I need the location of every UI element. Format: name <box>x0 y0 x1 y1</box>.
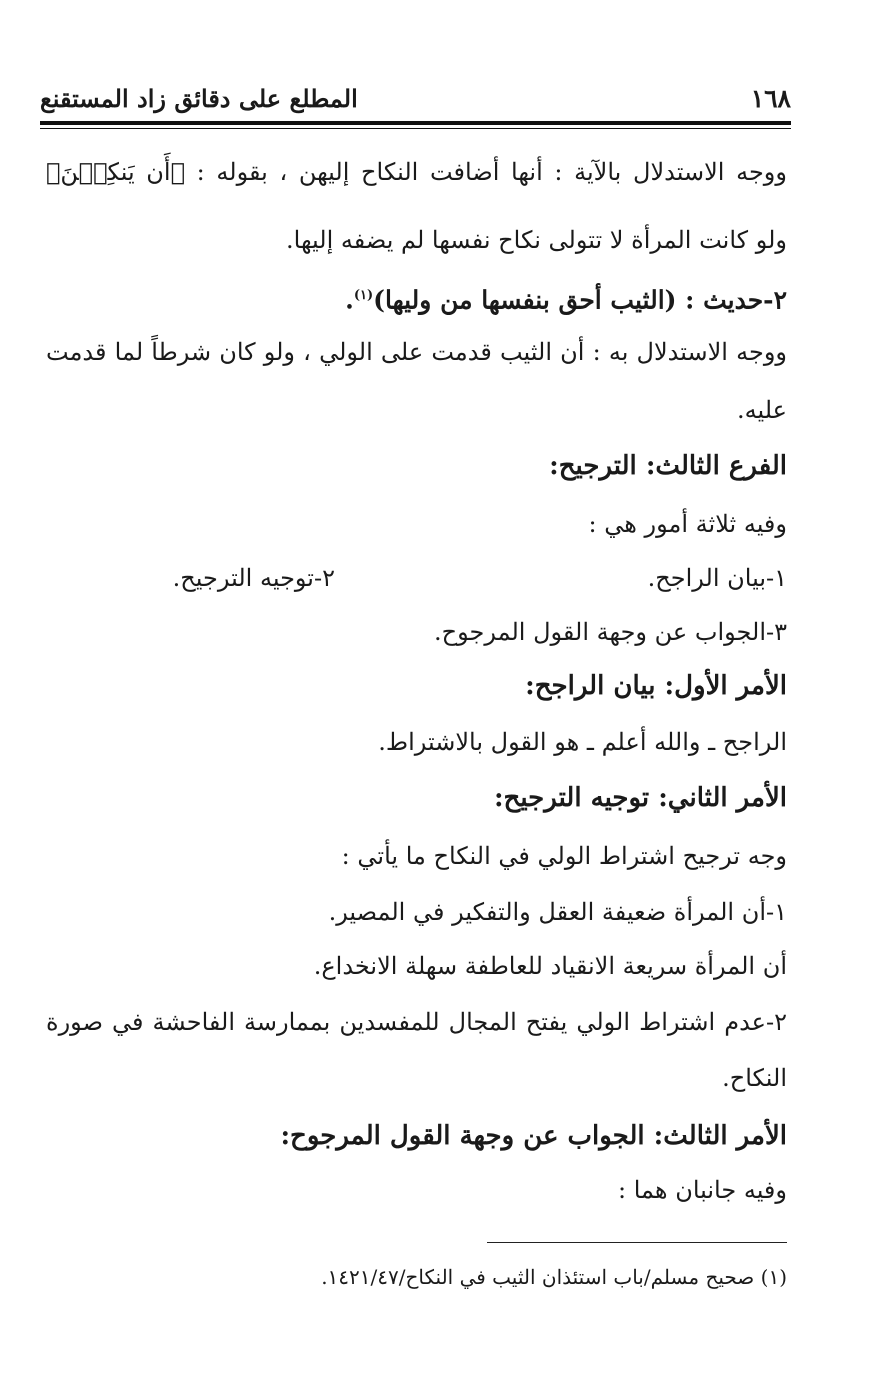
list-item-3: ٣-الجواب عن وجهة القول المرجوح. <box>433 618 787 646</box>
quran-quote: ﴿أَن يَنكِحۡنَ﴾ <box>46 158 185 186</box>
paragraph-line-2: ولو كانت المرأة لا تتولى نكاح نفسها لم يضفه إليها. <box>286 226 787 254</box>
section-heading-1: الفرع الثالث: الترجيح: <box>549 451 787 481</box>
hadith-line <box>345 276 787 320</box>
paragraph-line-4: ووجه الاستدلال به : أن الثيب قدمت على الولي ، ولو كان شرطاً لما قدمت <box>46 338 787 366</box>
page-header <box>40 84 791 118</box>
footnote-ref: (١) <box>353 288 374 303</box>
paragraph-line-15: وفيه جانبان هما : <box>618 1176 787 1204</box>
paragraph-line-9: الراجح ـ والله أعلم ـ هو القول بالاشتراط. <box>378 728 787 756</box>
footnote: (١) صحيح مسلم/باب استئذان الثيب في النكاح/١٤٢١/٤٧. <box>321 1265 787 1289</box>
running-title: المطلع على دقائق زاد المستقنع <box>40 84 358 113</box>
paragraph-line-13: ٢-عدم اشتراط الولي يفتح المجال للمفسدين بممارسة الفاحشة في صورة <box>46 1008 787 1036</box>
paragraph-line-11: ١-أن المرأة ضعيفة العقل والتفكير في المصير. <box>328 898 787 926</box>
paragraph-line-1 <box>46 152 787 192</box>
section-heading-2: الأمر الأول: بيان الراجح: <box>525 671 787 701</box>
paragraph-line-14: النكاح. <box>722 1064 787 1092</box>
paragraph-line-6: وفيه ثلاثة أمور هي : <box>588 510 787 538</box>
line-text: ووجه الاستدلال بالآية : أنها أضافت النكاح إليهن ، بقوله : <box>196 158 787 186</box>
section-heading-3: الأمر الثاني: توجيه الترجيح: <box>493 783 787 813</box>
footnote-rule <box>487 1242 787 1243</box>
section-heading-4: الأمر الثالث: الجواب عن وجهة القول المرجوح: <box>280 1121 787 1151</box>
page-number: ١٦٨ <box>750 84 791 113</box>
list-item-1: ١-بيان الراجح. <box>647 564 787 592</box>
hadith-text: ٢-حديث : (الثيب أحق بنفسها من وليها) <box>373 285 787 315</box>
paragraph-line-12: أن المرأة سريعة الانقياد للعاطفة سهلة الانخداع. <box>313 952 787 980</box>
paragraph-line-5: عليه. <box>736 396 787 424</box>
header-rule-thin <box>40 128 791 129</box>
hadith-end: . <box>345 285 354 315</box>
list-item-2: ٢-توجيه الترجيح. <box>172 564 335 592</box>
paragraph-line-10: وجه ترجيح اشتراط الولي في النكاح ما يأتي : <box>341 842 787 870</box>
header-rule-thick <box>40 121 791 125</box>
